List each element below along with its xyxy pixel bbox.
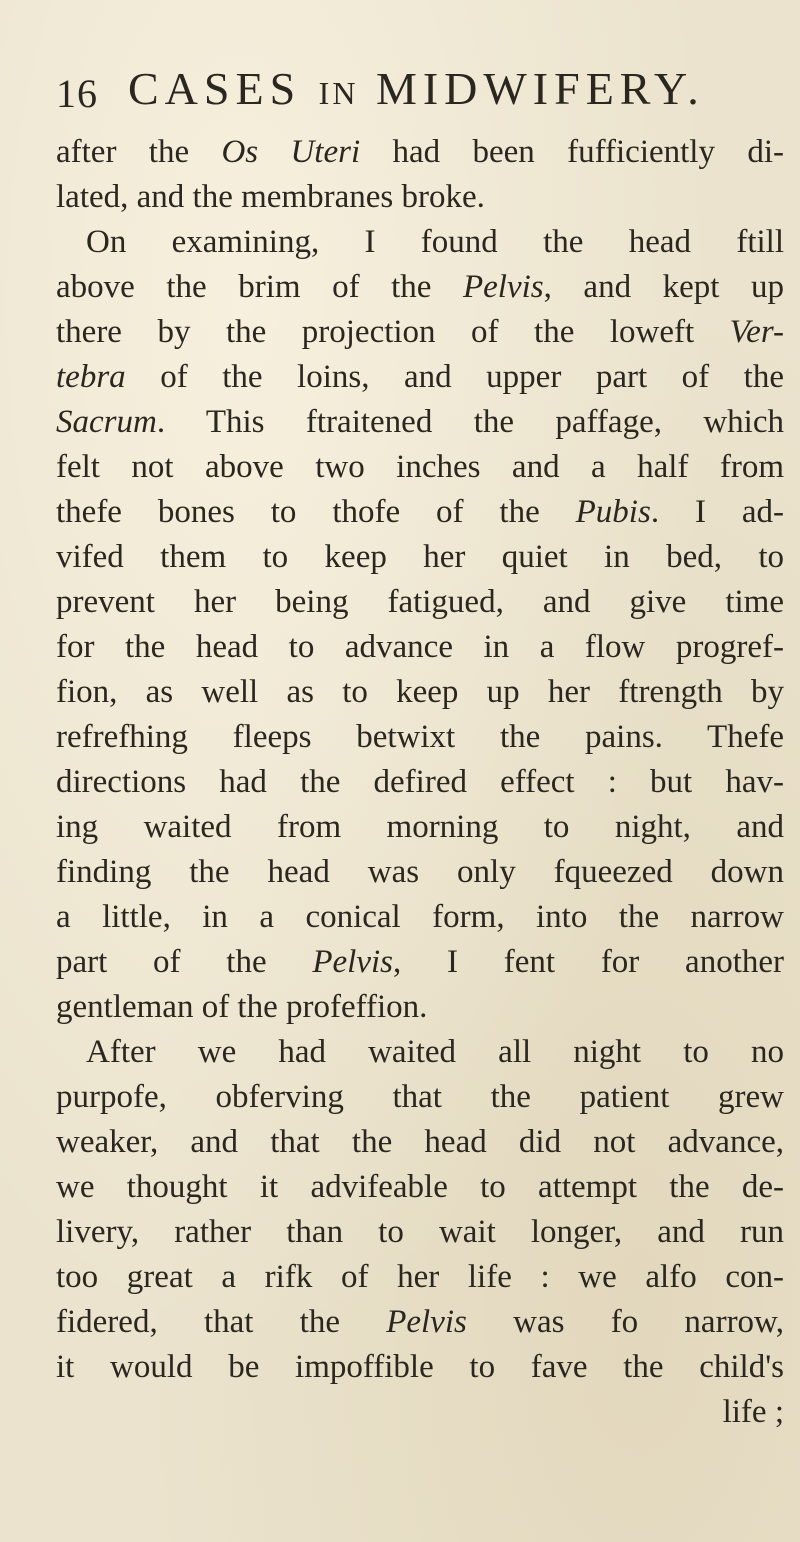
text-segment: gentleman of the profeffion. xyxy=(56,989,428,1025)
running-head-main: CASES xyxy=(128,63,319,114)
text-segment: directions had the defired effect : but hav- xyxy=(56,764,784,800)
text-segment: fidered, that the xyxy=(56,1304,387,1340)
text-line xyxy=(56,220,784,265)
text-segment: . I ad- xyxy=(650,494,784,530)
italic-term: tebra xyxy=(56,359,126,395)
text-segment: , and kept up xyxy=(543,269,784,305)
text-line xyxy=(56,1390,784,1435)
text-segment: there by the projection of the loweft xyxy=(56,314,730,350)
text-line xyxy=(56,130,784,175)
text-segment: life ; xyxy=(722,1394,784,1430)
text-line xyxy=(56,1075,784,1120)
text-segment: part of the xyxy=(56,944,313,980)
text-segment: was fo narrow, xyxy=(466,1304,784,1340)
text-segment: felt not above two inches and a half from xyxy=(56,449,784,485)
text-segment: weaker, and that the head did not advance, xyxy=(56,1124,784,1160)
text-line xyxy=(56,175,784,220)
italic-term: Pelvis xyxy=(386,1304,467,1340)
text-segment: of the loins, and upper part of the xyxy=(125,359,784,395)
text-segment: refrefhing fleeps betwixt the pains. Thefe xyxy=(56,719,784,755)
body-text xyxy=(56,130,784,1435)
text-segment: After we had waited all night to no xyxy=(86,1034,784,1070)
italic-term: Pelvis xyxy=(462,269,544,305)
text-segment: lated, and the membranes broke. xyxy=(56,179,485,215)
italic-term: Pelvis xyxy=(312,944,394,980)
italic-term: Sacrum xyxy=(56,404,157,440)
text-segment: a little, in a conical form, into the narrow xyxy=(56,899,784,935)
text-line xyxy=(56,940,784,985)
text-line xyxy=(56,355,784,400)
running-head-rest: MIDWIFERY. xyxy=(358,63,705,114)
page-number: 16 xyxy=(56,71,98,116)
text-segment: thefe bones to thofe of the xyxy=(56,494,576,530)
text-line xyxy=(56,1030,784,1075)
running-head-small: IN xyxy=(318,75,359,111)
italic-term: Os Uteri xyxy=(221,134,361,170)
text-line xyxy=(56,625,784,670)
text-line xyxy=(56,265,784,310)
text-segment: for the head to advance in a flow progref- xyxy=(56,629,784,665)
text-line xyxy=(56,490,784,535)
page-header xyxy=(56,62,756,122)
text-line xyxy=(56,850,784,895)
text-segment: prevent her being fatigued, and give time xyxy=(56,584,784,620)
text-segment: fion, as well as to keep up her ftrength by xyxy=(56,674,784,710)
text-line xyxy=(56,1165,784,1210)
text-line xyxy=(56,580,784,625)
text-segment: livery, rather than to wait longer, and run xyxy=(56,1214,784,1250)
text-segment: vifed them to keep her quiet in bed, to xyxy=(56,539,784,575)
text-segment: above the brim of the xyxy=(56,269,463,305)
text-segment: had been fufficiently di- xyxy=(360,134,784,170)
text-line xyxy=(56,715,784,760)
text-segment: finding the head was only fqueezed down xyxy=(56,854,784,890)
text-line xyxy=(56,1300,784,1345)
text-line xyxy=(56,1345,784,1390)
text-line xyxy=(56,1210,784,1255)
text-line xyxy=(56,445,784,490)
running-head xyxy=(128,62,705,115)
text-segment: On examining, I found the head ftill xyxy=(86,224,784,260)
italic-term: Ver- xyxy=(729,314,784,350)
text-segment: too great a rifk of her life : we alfo con- xyxy=(56,1259,784,1295)
text-line xyxy=(56,400,784,445)
text-line xyxy=(56,310,784,355)
text-line xyxy=(56,985,784,1030)
text-line xyxy=(56,1120,784,1165)
text-segment: . This ftraitened the paffage, which xyxy=(156,404,784,440)
text-segment: purpofe, obferving that the patient grew xyxy=(56,1079,784,1115)
text-line xyxy=(56,535,784,580)
italic-term: Pubis xyxy=(575,494,651,530)
text-line xyxy=(56,760,784,805)
text-segment: after the xyxy=(56,134,222,170)
text-segment: it would be impoffible to fave the child's xyxy=(56,1349,784,1385)
text-segment: we thought it advifeable to attempt the de- xyxy=(56,1169,784,1205)
text-line xyxy=(56,895,784,940)
text-segment: ing waited from morning to night, and xyxy=(56,809,784,845)
text-line xyxy=(56,670,784,715)
text-line xyxy=(56,805,784,850)
text-segment: , I fent for another xyxy=(393,944,784,980)
text-line xyxy=(56,1255,784,1300)
